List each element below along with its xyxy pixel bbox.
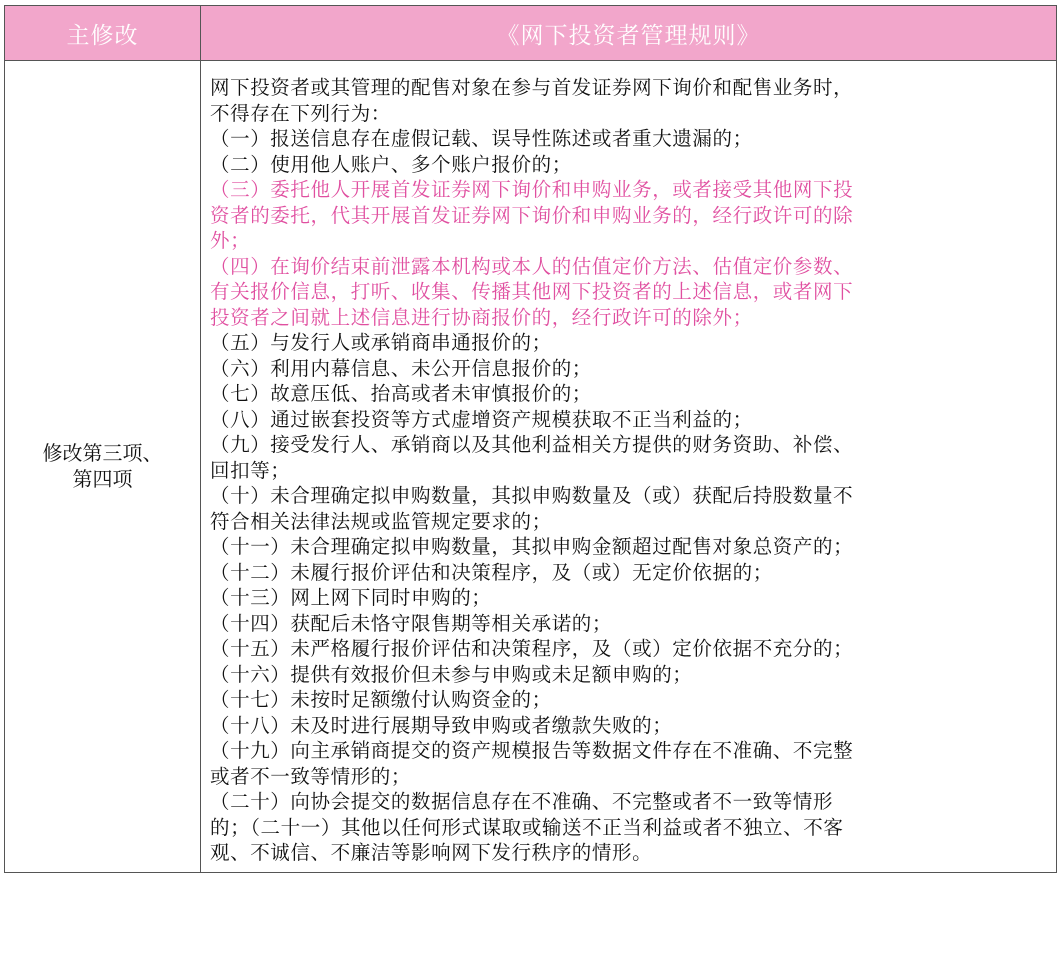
modification-label	[5, 61, 201, 873]
rule-line: （十七）未按时足额缴付认购资金的；	[210, 688, 552, 711]
rule-line: （十一）未合理确定拟申购数量，其拟申购金额超过配售对象总资产的；	[210, 535, 854, 558]
rule-line: 符合相关法律法规或监管规定要求的；	[210, 509, 552, 533]
rule-line: （二）使用他人账户、多个账户报价的；	[210, 152, 572, 176]
rule-line: （二十）向协会提交的数据信息存在不准确、不完整或者不一致等情形	[210, 790, 834, 813]
rule-line: （十九）向主承销商提交的资产规模报告等数据文件存在不准确、不完整	[210, 739, 854, 762]
rule-line: （十二）未履行报价评估和决策程序，及（或）无定价依据的；	[210, 560, 773, 584]
rule-line: （九）接受发行人、承销商以及其他利益相关方提供的财务资助、补偿、	[210, 433, 854, 456]
rule-line: 不得存在下列行为：	[210, 101, 391, 125]
rule-line: （十八）未及时进行展期导致申购或者缴款失败的；	[210, 713, 673, 737]
header-left-title: 主修改	[5, 6, 201, 61]
rule-line: （十三）网上网下同时申购的；	[210, 586, 492, 609]
rule-line: （八）通过嵌套投资等方式虚增资产规模获取不正当利益的；	[210, 407, 753, 431]
rule-line: （一）报送信息存在虚假记载、误导性陈述或者重大遗漏的；	[210, 127, 753, 150]
rule-line-highlighted: 投资者之间就上述信息进行协商报价的，经行政许可的除外；	[210, 305, 753, 329]
rule-line: 观、不诚信、不廉洁等影响网下发行秩序的情形。	[210, 841, 653, 864]
rule-line: （七）故意压低、抬高或者未审慎报价的；	[210, 382, 592, 405]
rule-line: （十六）提供有效报价但未参与申购或未足额申购的；	[210, 662, 693, 686]
comparison-table	[4, 5, 1057, 873]
rule-line: （十）未合理确定拟申购数量，其拟申购数量及（或）获配后持股数量不	[210, 484, 854, 507]
modification-label-line: 修改第三项、	[42, 441, 163, 466]
rule-line: 网下投资者或其管理的配售对象在参与首发证券网下询价和配售业务时，	[210, 76, 854, 99]
rule-line-highlighted: 资者的委托，代其开展首发证券网下询价和申购业务的，经行政许可的除	[210, 203, 854, 227]
rule-line-highlighted: 有关报价信息，打听、收集、传播其他网下投资者的上述信息，或者网下	[210, 280, 854, 303]
rule-text-cell	[201, 61, 1057, 873]
modification-label-line: 第四项	[72, 467, 133, 492]
rule-text-body	[210, 75, 1050, 866]
rule-line: （六）利用内幕信息、未公开信息报价的；	[210, 356, 592, 380]
rule-line-highlighted: （三）委托他人开展首发证券网下询价和申购业务，或者接受其他网下投	[210, 178, 854, 201]
rule-line: 回扣等；	[210, 458, 291, 482]
rule-line-highlighted: 外；	[210, 229, 251, 252]
rule-line: （五）与发行人或承销商串通报价的；	[210, 331, 552, 354]
rule-line-highlighted: （四）在询价结束前泄露本机构或本人的估值定价方法、估值定价参数、	[210, 254, 854, 278]
rule-line: 或者不一致等情形的；	[210, 764, 412, 788]
content-row	[5, 61, 1057, 873]
rule-line: 的；（二十一）其他以任何形式谋取或输送不正当利益或者不独立、不客	[210, 815, 844, 839]
rule-line: （十五）未严格履行报价评估和决策程序，及（或）定价依据不充分的；	[210, 637, 854, 660]
header-right-title: 《网下投资者管理规则》	[201, 6, 1057, 61]
rule-line: （十四）获配后未恪守限售期等相关承诺的；	[210, 611, 613, 635]
header-row	[5, 6, 1057, 61]
